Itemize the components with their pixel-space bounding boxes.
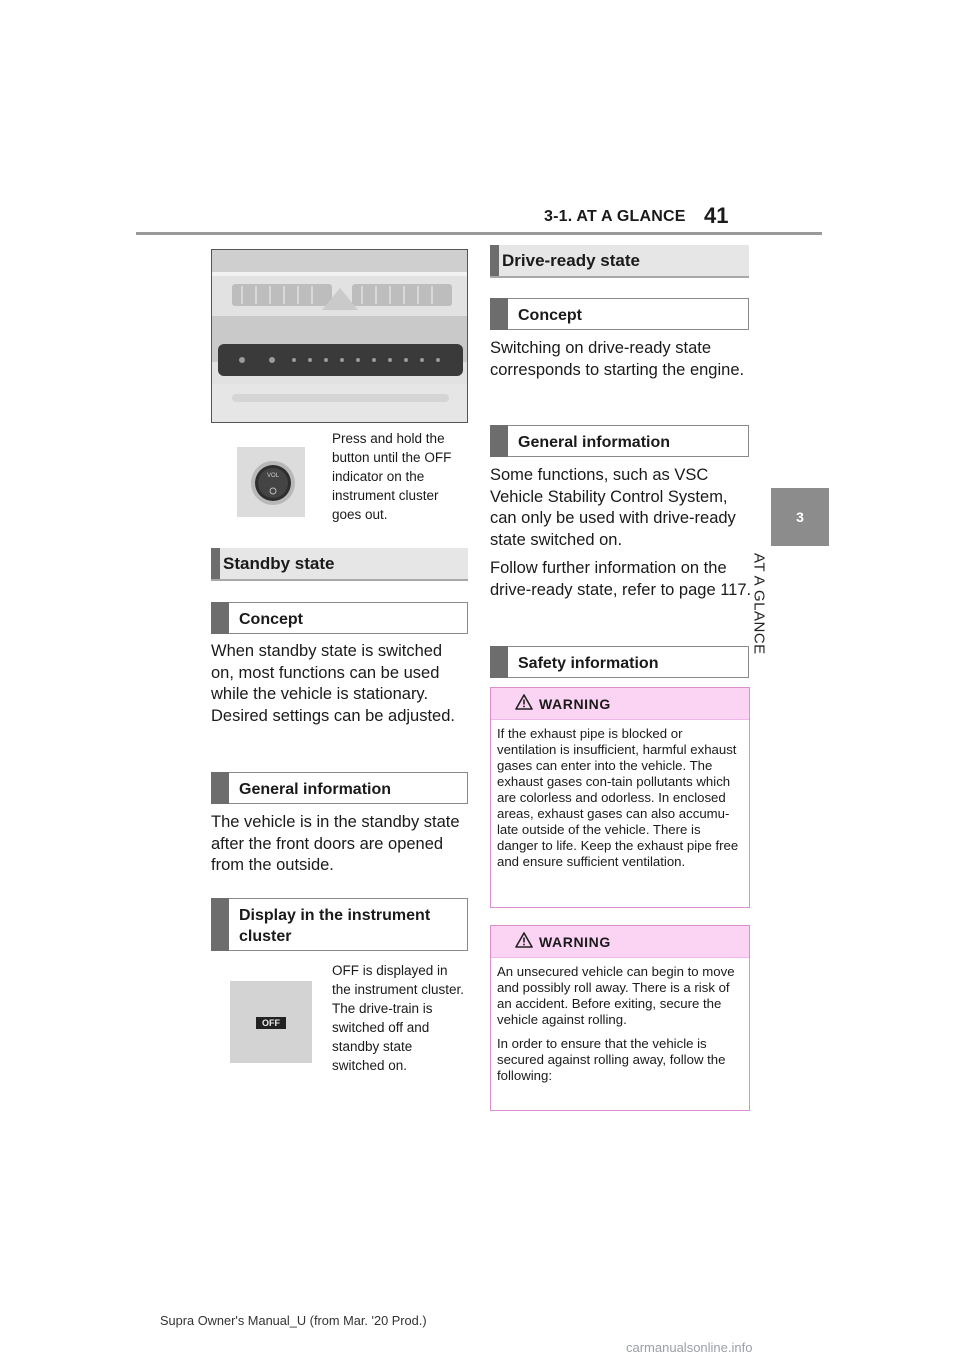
warning-box-rolling	[490, 925, 750, 1111]
heading-concept-drive	[490, 298, 749, 330]
drive-concept-text: Switching on drive-ready state corresponds to starting the engine.	[490, 339, 745, 379]
heading-concept-standby	[211, 602, 468, 634]
warning-label: WARNING	[539, 934, 611, 950]
heading-text: Safety information	[518, 655, 659, 672]
page-number: 41	[704, 203, 729, 228]
drive-general-text-1: Some functions, such as VSC Vehicle Stability Control System, can only be used with drive-ready state switched on.	[490, 466, 736, 550]
warning-header	[491, 926, 749, 958]
section-title: 3-1. AT A GLANCE	[544, 208, 686, 225]
warning-text-2: In order to ensure that the vehicle is secured against rolling away, follow the following:	[497, 1036, 726, 1083]
heading-text: Standby state	[223, 554, 335, 573]
heading-bar	[211, 548, 220, 579]
heading-bar	[490, 298, 508, 330]
heading-bar	[490, 425, 508, 457]
heading-bar	[211, 898, 229, 951]
heading-bar	[211, 772, 229, 804]
footer-manual-title: Supra Owner's Manual_U (from Mar. '20 Prod.)	[160, 1313, 427, 1328]
warning-body	[491, 720, 749, 870]
drive-general-text-2: Follow further information on the drive-ready state, refer to page 117.	[490, 559, 752, 599]
standby-general-text: The vehicle is in the standby state after the front doors are opened from the outside.	[211, 813, 460, 875]
heading-text: Concept	[239, 611, 303, 628]
heading-text: Concept	[518, 307, 582, 324]
heading-safety-information	[490, 646, 749, 678]
heading-general-standby	[211, 772, 468, 804]
heading-text: General information	[518, 434, 671, 451]
heading-bar	[211, 602, 229, 634]
chapter-tab-label-text: AT A GLANCE	[750, 553, 768, 655]
warning-label: WARNING	[539, 696, 611, 712]
off-indicator-image	[230, 981, 312, 1063]
volume-button-image	[237, 447, 305, 517]
warning-triangle-icon	[515, 694, 533, 710]
header-rule	[136, 232, 822, 235]
heading-text: General information	[239, 781, 392, 798]
heading-text: Display in the instrument cluster	[239, 907, 431, 945]
chapter-tab[interactable]: 3	[771, 488, 829, 546]
warning-text-1: An unsecured vehicle can begin to move and possibly roll away. There is a risk of an accident. Before exiting, secure the vehicle against rolling.	[497, 964, 735, 1027]
heading-display-cluster	[211, 898, 468, 951]
heading-general-drive	[490, 425, 749, 457]
warning-body	[491, 958, 749, 1084]
control-panel-illustration	[212, 250, 468, 423]
standby-concept-text: When standby state is switched on, most functions can be used while the vehicle is stationary. Desired settings can be adjusted.	[211, 642, 455, 726]
volume-button-caption: Press and hold the button until the OFF indicator on the instrument cluster goes out.	[332, 431, 452, 522]
warning-header	[491, 688, 749, 720]
heading-drive-ready-state	[490, 245, 749, 278]
heading-standby-state	[211, 548, 468, 581]
chapter-tab-label	[750, 553, 810, 673]
heading-text: Drive-ready state	[502, 251, 640, 270]
vol-label: VOL	[266, 473, 279, 479]
warning-box-exhaust	[490, 687, 750, 908]
watermark: carmanualsonline.info	[626, 1340, 753, 1355]
heading-bar	[490, 245, 499, 276]
off-indicator: OFF	[256, 1017, 286, 1029]
warning-text: If the exhaust pipe is blocked or ventilation is insufficient, harmful exhaust gases can enter into the vehicle. The exhaust gases con-tain pollutants which are colorless and odorless. In enclosed areas, exhaust gases can also accumu-late outside of the vehicle. There is danger to life. Keep the exhaust pipe free and ensure sufficient ventilation.	[497, 726, 739, 869]
off-display-caption: OFF is displayed in the instrument cluster. The drive-train is switched off and standby state switched on.	[332, 963, 465, 1073]
heading-bar	[490, 646, 508, 678]
volume-knob-illustration	[237, 447, 305, 517]
control-panel-image	[211, 249, 468, 423]
warning-triangle-icon	[515, 932, 533, 948]
